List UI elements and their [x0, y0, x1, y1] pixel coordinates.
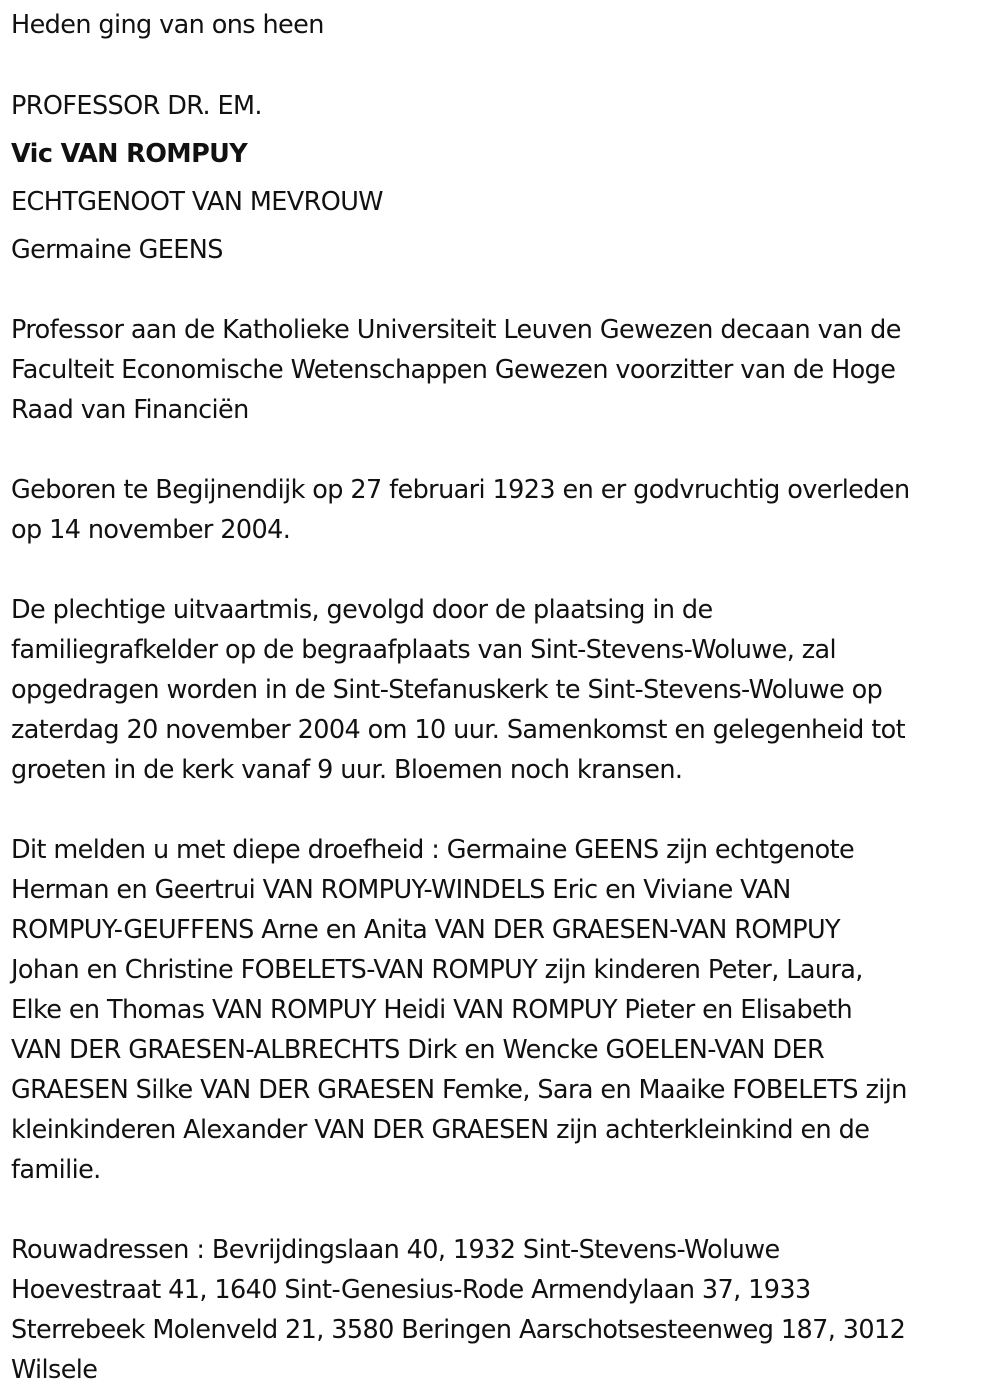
funeral-line: De plechtige uitvaartmis, gevolgd door de plaatsing in de [11, 595, 713, 625]
family-line: Herman en Geertrui VAN ROMPUY-WINDELS Eric en Viviane VAN [11, 875, 791, 905]
address-line: Rouwadressen : Bevrijdingslaan 40, 1932 Sint-Stevens-Woluwe [11, 1235, 780, 1265]
family-line: VAN DER GRAESEN-ALBRECHTS Dirk en Wencke GOELEN-VAN DER [11, 1035, 825, 1065]
address-line: Sterrebeek Molenveld 21, 3580 Beringen Aarschotsesteenweg 187, 3012 [11, 1315, 906, 1345]
family-line: Johan en Christine FOBELETS-VAN ROMPUY zijn kinderen Peter, Laura, [11, 955, 863, 985]
spouse-name: Germaine GEENS [11, 235, 223, 265]
deceased-name: Vic VAN ROMPUY [11, 139, 248, 169]
birth-death-line: Geboren te Begijnendijk op 27 februari 1923 en er godvruchtig overleden [11, 475, 910, 505]
address-line: Hoevestraat 41, 1640 Sint-Genesius-Rode Armendylaan 37, 1933 [11, 1275, 811, 1305]
family-line: kleinkinderen Alexander VAN DER GRAESEN zijn achterkleinkind en de [11, 1115, 870, 1145]
functions-line: Professor aan de Katholieke Universiteit Leuven Gewezen decaan van de [11, 315, 901, 345]
funeral-line: zaterdag 20 november 2004 om 10 uur. Samenkomst en gelegenheid tot [11, 715, 906, 745]
funeral-line: opgedragen worden in de Sint-Stefanuskerk te Sint-Stevens-Woluwe op [11, 675, 883, 705]
family-line: GRAESEN Silke VAN DER GRAESEN Femke, Sara en Maaike FOBELETS zijn [11, 1075, 907, 1105]
intro-text: Heden ging van ons heen [11, 10, 324, 40]
family-line: ROMPUY-GEUFFENS Arne en Anita VAN DER GRAESEN-VAN ROMPUY [11, 915, 841, 945]
family-paragraph [11, 830, 989, 1190]
functions-paragraph [11, 310, 989, 430]
birth-death-paragraph [11, 470, 989, 550]
functions-line: Raad van Financiën [11, 395, 249, 425]
addresses-paragraph [11, 1230, 989, 1390]
spouse-prefix: ECHTGENOOT VAN MEVROUW [11, 187, 383, 217]
address-line: Wilsele [11, 1355, 98, 1385]
functions-line: Faculteit Economische Wetenschappen Gewezen voorzitter van de Hoge [11, 355, 896, 385]
family-line: Dit melden u met diepe droefheid : Germaine GEENS zijn echtgenote [11, 835, 855, 865]
funeral-paragraph [11, 590, 989, 790]
family-line: Elke en Thomas VAN ROMPUY Heidi VAN ROMPUY Pieter en Elisabeth [11, 995, 853, 1025]
family-line: familie. [11, 1155, 101, 1185]
funeral-line: familiegrafkelder op de begraafplaats van Sint-Stevens-Woluwe, zal [11, 635, 837, 665]
funeral-line: groeten in de kerk vanaf 9 uur. Bloemen noch kransen. [11, 755, 683, 785]
birth-death-line: op 14 november 2004. [11, 515, 291, 545]
title-prefix: PROFESSOR DR. EM. [11, 91, 262, 121]
